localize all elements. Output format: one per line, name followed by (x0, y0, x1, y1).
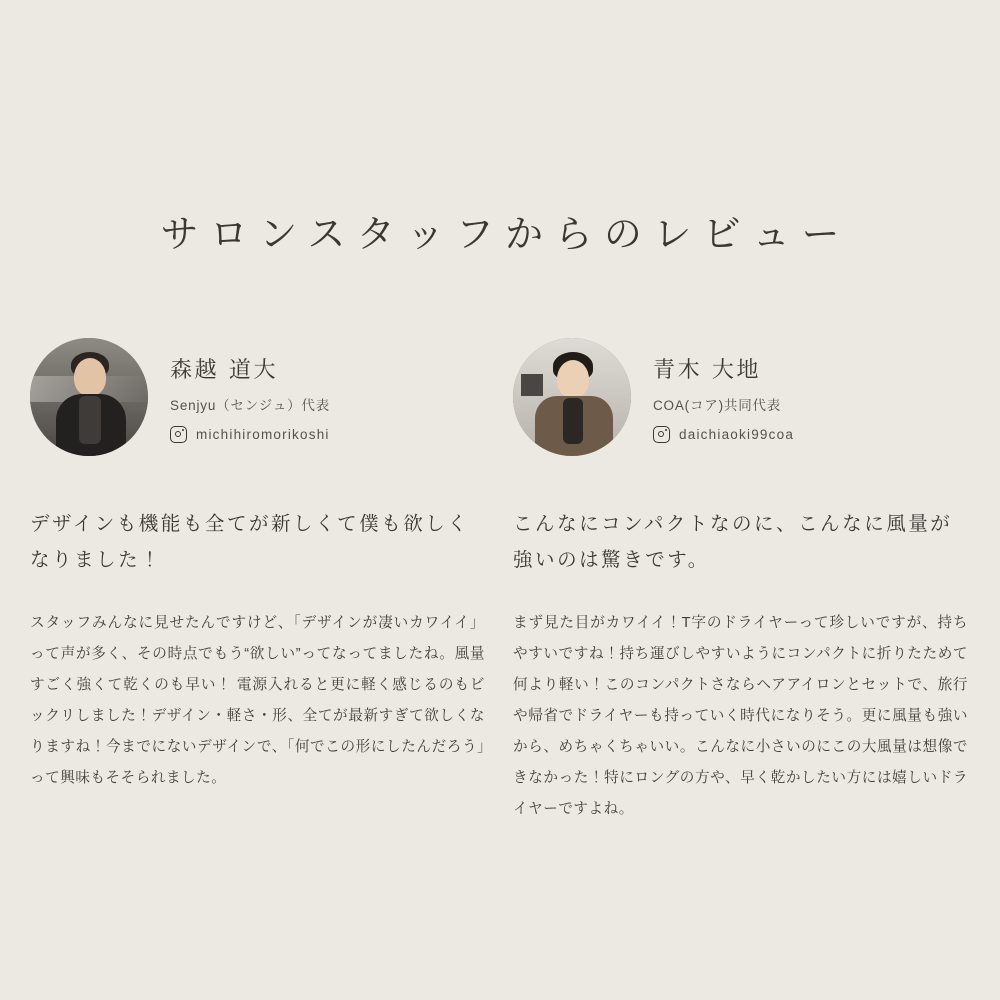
reviewer-profile (513, 330, 968, 464)
review-quote: デザインも機能も全てが新しくて僕も欲しくなりました！ (30, 512, 470, 572)
review-quote: こんなにコンパクトなのに、こんなに風量が強いのは驚きです。 (513, 512, 953, 572)
instagram-icon (170, 426, 187, 443)
reviewer-name: 青木 大地 (653, 358, 762, 383)
reviewer-role: Senjyu（センジュ）代表 (170, 398, 331, 413)
review-column-1 (30, 330, 485, 825)
instagram-handle[interactable] (170, 426, 330, 443)
reviewer-profile (30, 330, 485, 464)
review-column-2 (513, 330, 968, 825)
reviewer-role: COA(コア)共同代表 (653, 398, 782, 413)
reviews-container (0, 330, 1000, 825)
reviewer-info (170, 351, 330, 443)
reviewer-name: 森越 道大 (170, 358, 279, 383)
reviewer-info (653, 351, 794, 443)
instagram-handle-label: daichiaoki99coa (679, 427, 795, 442)
avatar (513, 338, 631, 456)
review-body: まず見た目がカワイイ！T字のドライヤーって珍しいですが、持ちやすいですね！持ち運びしやすいようにコンパクトに折りたためて何より軽い！このコンパクトさならヘアアイロンとセットで、旅行や帰省でドライヤーも持っていく時代になりそう。更に風量も強いから、めちゃくちゃいい。こんなに小さいのにこの大風量は想像できなかった！特にロングの方や、早く乾かしたい方には嬉しいドライヤーですよね。 (513, 615, 968, 817)
instagram-handle-label: michihiromorikoshi (196, 427, 330, 442)
avatar (30, 338, 148, 456)
instagram-handle[interactable] (653, 426, 794, 443)
instagram-icon (653, 426, 670, 443)
review-body: スタッフみんなに見せたんですけど、「デザインが凄いカワイイ」って声が多く、その時点でもう“欲しい”ってなってましたね。風量すごく強くて乾くのも早い！ 電源入れると更に軽く感じるのもビックリしました！デザイン・軽さ・形、全てが最新すぎて欲しくなりますね！今までにないデザインで、「何でこの形にしたんだろう」って興味もそそられました。 (30, 615, 485, 786)
page-title: サロンスタッフからのレビュー (160, 212, 851, 257)
